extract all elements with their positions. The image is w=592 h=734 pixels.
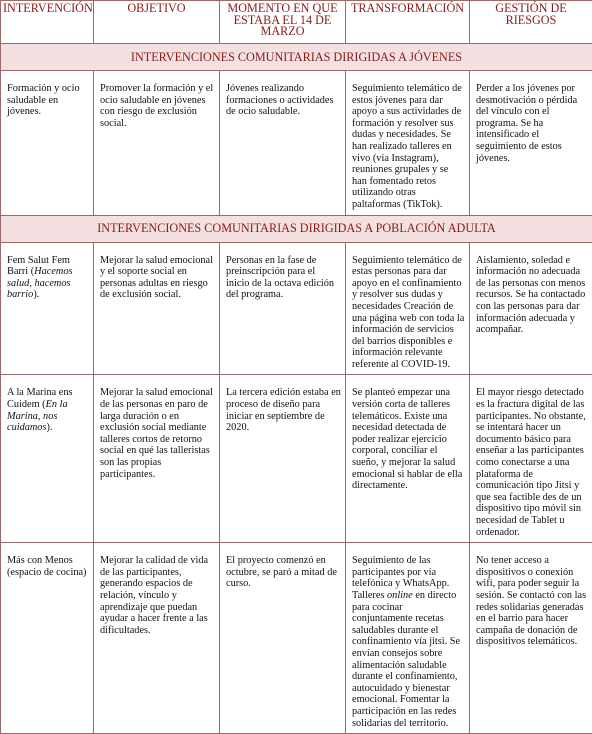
cell-riesgos: No tener acceso a dispositivos o conexión wifi, para poder seguir la sesión. Se contactó con las redes solidarias generadas en el barrio para hacer campaña de donación de dispositivos telemáticos. (470, 543, 592, 652)
cell-intervencion (1, 375, 93, 437)
header-objetivo: OBJETIVO (94, 1, 220, 44)
intervencion-text: Fem Salut Fem Barri ( (7, 255, 70, 278)
table-row (1, 543, 592, 734)
intervencion-italic: Hacemos salud, hacemos barrio (7, 266, 73, 300)
cell-momento: La tercera edición estaba en proceso de diseño para iniciar en septiembre de 2020. (220, 375, 345, 437)
header-row (1, 1, 592, 44)
cell-transformacion (346, 543, 469, 733)
section-title-jovenes: INTERVENCIONES COMUNITARIAS DIRIGIDAS A JÓVENES (1, 44, 592, 71)
cell-riesgos: Perder a los jóvenes por desmotivación o pérdida del vínculo con el programa. Se ha intensificado el seguimiento de estos jóvenes. (470, 71, 592, 168)
cell-momento: Personas en la fase de preinscripción para el inicio de la octava edición del programa. (220, 243, 345, 305)
table-row (1, 242, 592, 375)
section-row-adulta (1, 215, 592, 242)
cell-riesgos: El mayor riesgo detectado es la fractura digital de las participantes. No obstante, se intentará hacer un documento básico para enseñar a las participantes como conectarse a una plataforma de comunicación tipo Jitsi y que sea factible des de un dispositivo tipo móvil sin necesidad de Tablet u ordenador. (470, 375, 592, 542)
cell-objetivo: Mejorar la calidad de vida de las participantes, generando espacios de relación, vínculo y aprendizaje que puedan ayudar a hacer frente a las dificultades. (94, 543, 219, 640)
intervencion-text-end: ). (33, 289, 39, 300)
table-row (1, 71, 592, 216)
header-intervencion: INTERVENCIÓN (1, 1, 94, 44)
header-transformacion: TRANSFORMACIÓN (346, 1, 470, 44)
cell-transformacion: Seguimiento telemático de estas personas para dar apoyo en el confinamiento y resolver sus dudas y necesidades Creación de una página web con toda la información de servicios del barrios disponibles e información relevante referente al COVID-19. (346, 243, 469, 375)
intervencion-italic: En la Marina, nos cuidamos (7, 399, 68, 433)
transformacion-text-end: en directo para cocinar conjuntamente recetas saludables durante el confinamiento vía jitsi. Se envían consejos sobre alimentación saludable durante el confinamiento, autocuidado y bienestar emocional. Fomentar la participación en las redes solidarias del territorio. (352, 590, 460, 729)
cell-intervencion: Más con Menos (espacio de cocina) (1, 543, 93, 582)
section-title-adulta: INTERVENCIONES COMUNITARIAS DIRIGIDAS A POBLACIÓN ADULTA (1, 215, 592, 242)
cell-transformacion: Se planteó empezar una versión corta de talleres telemáticos. Existe una necesidad detectada de poder realizar ejercicio corporal, conciliar el sueño, y mejorar la salud emocional si hablar de ella directamente. (346, 375, 469, 495)
transformacion-italic: online (387, 590, 413, 601)
section-row-jovenes (1, 44, 592, 71)
cell-riesgos: Aislamiento, soledad e información no adecuada de las personas con menos recursos. Se ha contactado con las personas para dar información adecuada y acompañar. (470, 243, 592, 340)
cell-intervencion: Formación y ocio saludable en jóvenes. (1, 71, 93, 122)
intervencion-text-end: ). (46, 422, 52, 433)
cell-objetivo: Mejorar la salud emocional y el soporte social en personas adultas en riesgo de exclusión social. (94, 243, 219, 305)
transformacion-text: Seguimiento de las participantes por vía telefónica y WhatsApp. Talleres (352, 555, 449, 601)
header-momento: MOMENTO EN QUE ESTABA EL 14 DE MARZO (220, 1, 346, 44)
cell-transformacion: Seguimiento telemático de estos jóvenes para dar apoyo a sus actividades de formación y resolver sus dudas y necesidades. Se han realizado talleres en vivo (via Instagram), reuniones grupales y se han fomentado retos utilizando otras paltaformas (TikTok). (346, 71, 469, 215)
cell-objetivo: Mejorar la salud emocional de las personas en paro de larga duración o en exclusión social mediante talleres cortos de retorno social en qué las talleristas son las propias participantes. (94, 375, 219, 484)
intervencion-text: A la Marina ens Cuidem ( (7, 387, 72, 410)
cell-objetivo: Promover la formación y el ocio saludable en jóvenes con riesgo de exclusión social. (94, 71, 219, 133)
cell-intervencion (1, 243, 93, 305)
cell-momento: Jóvenes realizando formaciones o actividades de ocio saludable. (220, 71, 345, 122)
header-gestion-riesgos: GESTIÓN DE RIESGOS (470, 1, 592, 44)
cell-momento: El proyecto comenzó en octubre, se paró a mitad de curso. (220, 543, 345, 594)
table-row (1, 375, 592, 543)
